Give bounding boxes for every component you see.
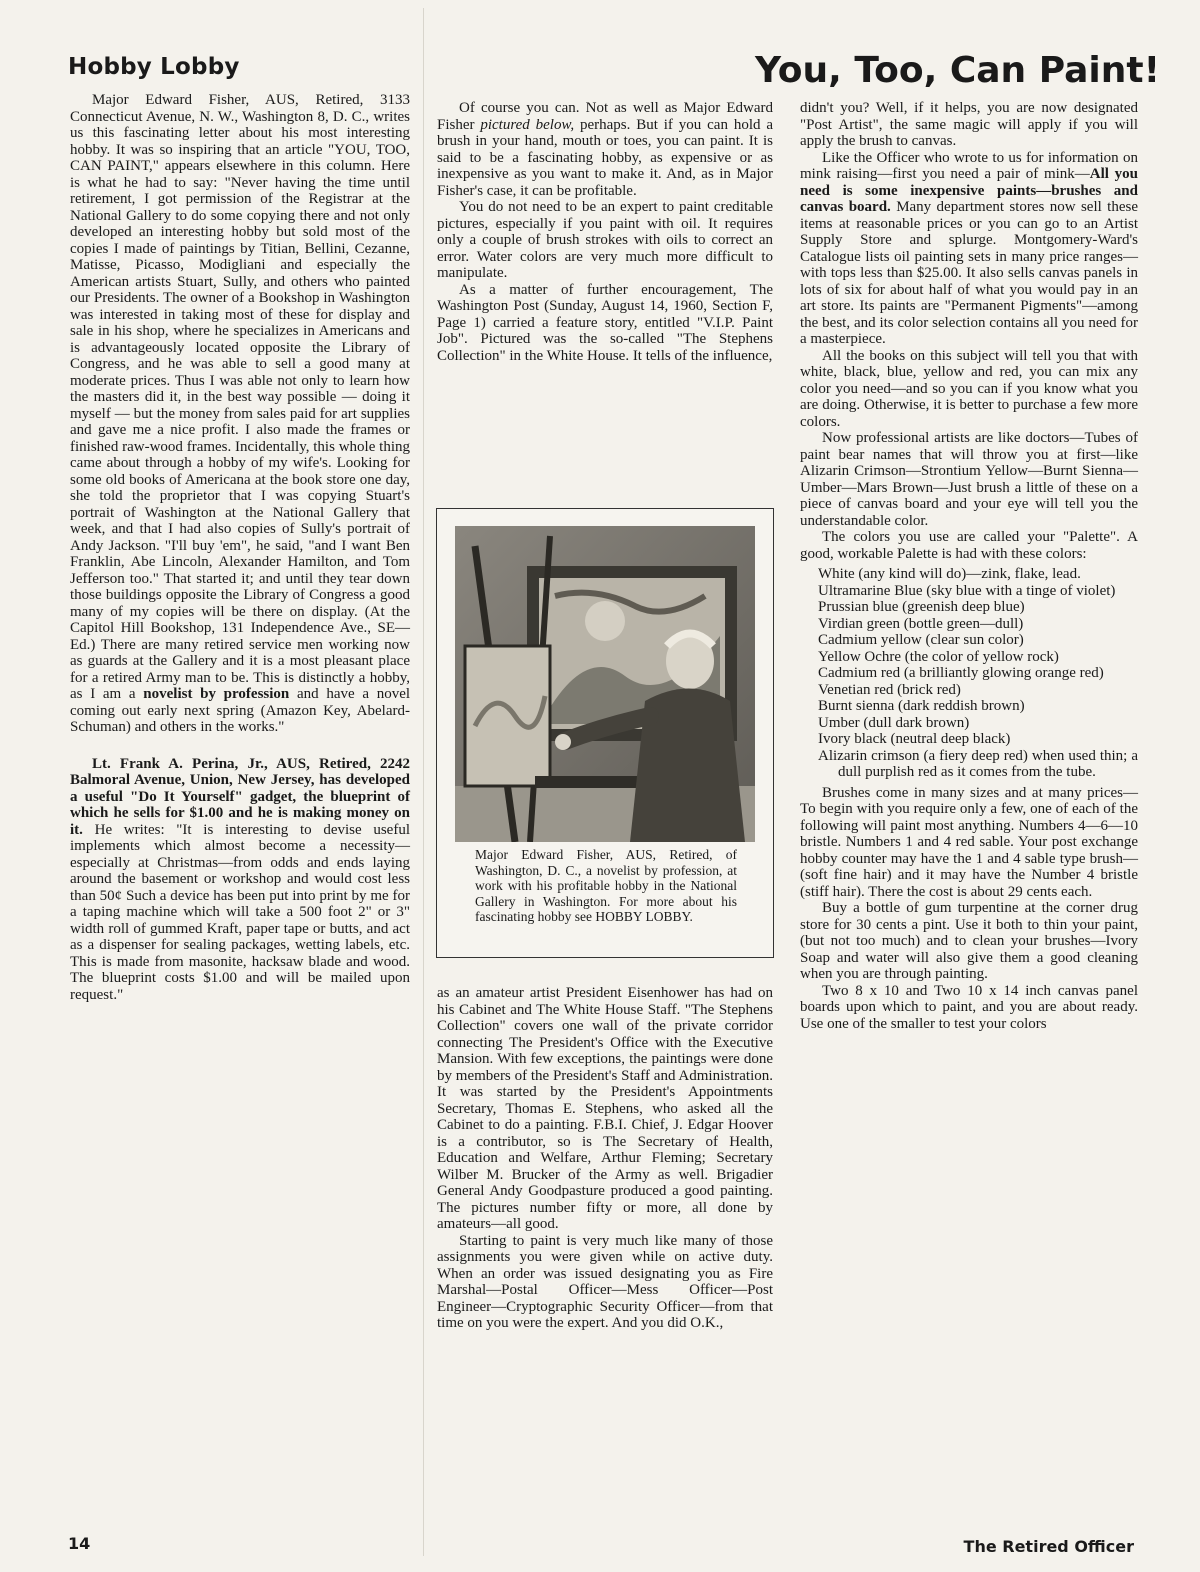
fisher-letter-paragraph: Major Edward Fisher, AUS, Retired, 3133 Connecticut Avenue, N. W., Washington 8, D. C., writes us this fascinating letter about his most interesting hobby. It was so inspiring that an article "YOU, TOO, CAN PAINT," appears elsewhere in this column. Here is what he had to say: "Never having the time until retirement, I got permission of the Registrar at the National Gallery to do some copying there and not only developed an interesting hobby but sold most of the copies I made of paintings by Titian, Bellini, Cezanne, Matisse, Picasso, Modigliani and especially the American artists Stuart, Sully, and others who painted our Presidents. The owner of a Bookshop in Washington was interested in taking most of these for display and sale in his shop, where he specializes in Americans and is advantageously located opposite the Library of Congress, and he was able to sell a good many at moderate prices. Thus I was able not only to learn how the masters did it, in the best way possible — doing it myself — but the money from sales paid for art supplies and gave me a nice profit. I also made the frames or finished raw-wood frames. Incidentally, this whole thing came about through a hobby of my wife's. Looking for some old books of Americana at the book store one day, she told the proprietor that I was copying Stuart's portrait of Washington at the National Gallery that week, and that I had also copies of Sully's portrait of Andy Jackson. "I'll buy 'em", he said, "and I want Ben Franklin, Abe Lincoln, Alexander Hamilton, and Tom Jefferson too." That started it; and until they tear down those buildings opposite the Library of Congress a good many of my copies will be there on display. (At the Capitol Hill Bookshop, 131 Independence Ave., SE—Ed.) There are many retired service men working now as guards at the Gallery and it is a most pleasant place for a retired Army man to be. This is distinctly a hobby, as I am a novelist by profession and have a novel coming out early next spring (Amazon Key, Abelard-Schuman) and others in the works." <box>70 92 411 735</box>
list-item: Virdian green (bottle green—dull) <box>818 615 1024 632</box>
supplies-paragraph: Like the Officer who wrote to us for information on mink raising—first you need a pair of mink—All you need is some inexpensive paints—brushes and canvas board. Many department stores now sell these items at reasonable prices or you can go to an Artist Supply Store and splurge. Montgomery-Ward's Catalogue lists oil painting sets in many price ranges—with tops less than $25.00. It also sells canvas panels in lots of six for about half of what you would pay in an art store. Its paints are "Permanent Pigments"—among the best, and its color selection contains all you need for a masterpiece. <box>800 149 1138 347</box>
article-column-2-top <box>437 100 773 364</box>
article-column-3 <box>800 100 1138 1032</box>
perina-paragraph: Lt. Frank A. Perina, Jr., AUS, Retired, 2242 Balmoral Avenue, Union, New Jersey, has developed a useful "Do It Yourself" gadget, the blueprint of which he sells for $1.00 and he is making money on it. He writes: "It is interesting to devise useful implements which almost become a necessity—especially at Christmas—from odds and ends laying around the basement or workshop and would cost less than 50¢ Such a device has been put into print by me for a taping machine which will take a 500 foot 2" or 3" width roll of gummed Kraft, paper tape or butts, and act as a dispenser for sealing packages, wetting labels, etc. This is made from masonite, hacksaw blade and wood. The blueprint costs $1.00 and will be mailed upon request." <box>70 755 410 1003</box>
painter-at-easel-illustration <box>455 526 755 842</box>
starting-to-paint-paragraph: Starting to paint is very much like many of those assignments you were given while on active duty. When an order was issued designating you as Fire Marshal—Postal Officer—Mess Officer—Post Engineer—Cryptographic Security Officer—from that time on you were the expert. And you did O.K., <box>437 1232 773 1331</box>
palette-colors-list <box>800 566 1138 781</box>
painter-photo <box>455 526 755 842</box>
turpentine-paragraph: Buy a bottle of gum turpentine at the corner drug store for 30 cents a pint. Use it both to thin your paint, (but not too much) and to clean your brushes—Ivory Soap and water will also give them a good cleaning when you are through painting. <box>800 900 1138 982</box>
publication-name: The Retired Officer <box>963 1537 1134 1556</box>
list-item: Yellow Ochre (the color of yellow rock) <box>818 648 1059 665</box>
post-artist-paragraph: didn't you? Well, if it helps, you are now designated "Post Artist", the same magic will apply if you will apply the brush to canvas. <box>800 100 1138 149</box>
list-item: White (any kind will do)—zink, flake, lead. <box>818 566 1081 582</box>
intro-paragraph: Of course you can. Not as well as Major Edward Fisher pictured below, perhaps. But if you can hold a brush in your hand, mouth or toes, you can paint. It is said to be a fascinating hobby, as expensive or as inexpensive as you want to make it. And, as in Major Fisher's case, it can be profitable. <box>437 100 774 199</box>
paint-names-paragraph: Now professional artists are like doctors—Tubes of paint bear names that will throw you at first—like Alizarin Crimson—Strontium Yellow—Burnt Sienna—Umber—Mars Brown—Just brush a little of these on a piece of canvas board and your eye will tell you the understandable color. <box>800 430 1138 529</box>
hobby-lobby-reference: HOBBY LOBBY. <box>595 909 693 924</box>
column-divider <box>423 8 424 1556</box>
stephens-collection-paragraph: as an amateur artist President Eisenhower has had on his Cabinet and The White House Staff. "The Stephens Collection" covers one wall of the private corridor connecting The President's Office with the Executive Mansion. With few exceptions, the paintings were done by members of the President's Staff and Administration. It was started by the President's Appointments Secretary, Thomas E. Stephens, who asked all the Cabinet to do a painting. F.B.I. Chief, J. Edgar Hoover is a contributor, so is The Secretary of Health, Education and Welfare, Arthur Fleming; Secretary Wilber M. Brucker of the Army as well. Brigadier General Andy Goodpasture produced a good painting. The pictures number fifty or more, all done by amateurs—all good. <box>437 985 773 1232</box>
list-item: Cadmium yellow (clear sun color) <box>818 632 1024 648</box>
photo-caption: Major Edward Fisher, AUS, Retired, of Washington, D. C., a novelist by profession, at work with his profitable hobby in the National Gallery in Washington. For more about his fascinating hobby see HOBBY LOBBY. <box>475 847 737 924</box>
brushes-paragraph: Brushes come in many sizes and at many prices—To begin with you require only a few, one of each of the following will paint most anything. Numbers 4—6—10 bristle. Numbers 1 and 4 red sable. Your post exchange hobby counter may have the 1 and 4 sable type brush—(soft fine hair) and it may have the Number 4 bristle (stiff hair). There the cost is about 29 cents each. <box>800 784 1138 900</box>
list-item: Burnt sienna (dark reddish brown) <box>818 698 1025 714</box>
hobby-lobby-column <box>70 92 410 1003</box>
mixing-colors-paragraph: All the books on this subject will tell you that with white, black, blue, yellow and red, you can mix any color you need—and so you can if you know what you are doing. Otherwise, it is better to purchase a few more colors. <box>800 347 1138 430</box>
photo-figure <box>436 508 774 958</box>
list-item: Ultramarine Blue (sky blue with a tinge of violet) <box>818 582 1116 599</box>
list-item: Prussian blue (greenish deep blue) <box>818 599 1025 615</box>
article-title: You, Too, Can Paint! <box>755 50 1160 91</box>
list-item: Ivory black (neutral deep black) <box>818 731 1011 747</box>
canvas-boards-paragraph: Two 8 x 10 and Two 10 x 14 inch canvas panel boards upon which to paint, and you are about ready. Use one of the smaller to test your colors <box>800 982 1138 1032</box>
page-number: 14 <box>68 1534 91 1553</box>
oil-paragraph: You do not need to be an expert to paint creditable pictures, especially if you paint with oil. It requires only a couple of brush strokes with oils to correct an error. Water colors are very much more difficult to manipulate. <box>437 199 773 281</box>
list-item: Alizarin crimson (a fiery deep red) when used thin; a dull purplish red as it comes from the tube. <box>818 747 1138 780</box>
palette-paragraph: The colors you use are called your "Palette". A good, workable Palette is had with these colors: <box>800 529 1138 562</box>
washington-post-paragraph: As a matter of further encouragement, The Washington Post (Sunday, August 14, 1960, Section F, Page 1) carried a feature story, entitled "V.I.P. Paint Job". Pictured was the so-called "The Stephens Collection" in the White House. It tells of the influence, <box>437 281 773 364</box>
list-item: Umber (dull dark brown) <box>818 714 970 731</box>
article-column-2-bottom <box>437 985 773 1332</box>
hobby-lobby-heading: Hobby Lobby <box>68 54 240 80</box>
list-item: Cadmium red (a brilliantly glowing orange red) <box>818 665 1104 681</box>
list-item: Venetian red (brick red) <box>818 681 961 698</box>
